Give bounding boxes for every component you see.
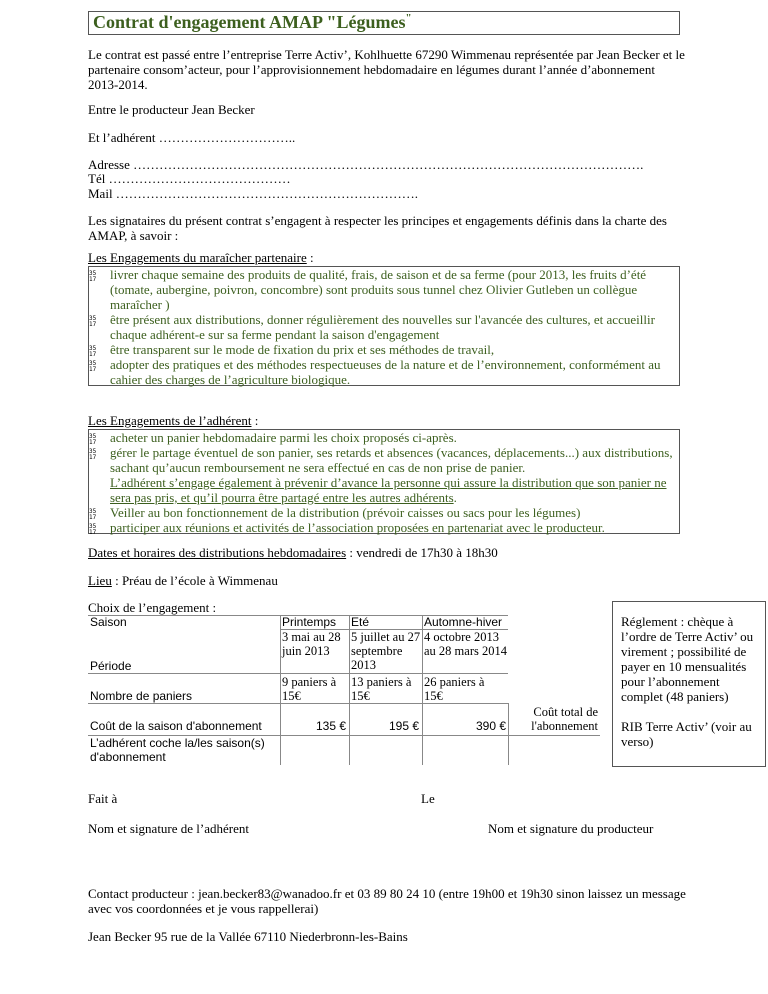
distribution-dates: Dates et horaires des distributions hebdomadaires : vendredi de 17h30 à 18h30 — [88, 545, 498, 560]
bullet-icon: 35 17 — [89, 360, 97, 373]
fait-a-label: Fait à — [88, 791, 118, 806]
list-item: gérer le partage éventuel de son panier, ses retards et absences (vacances, déplacements...) aux distributions, sachant qu’aucun remboursement ne sera effectué en cas de non prise de panier. — [110, 445, 673, 475]
period-summer: 5 juillet au 27 septembre 2013 — [351, 630, 421, 672]
page-title: Contrat d'engagement AMAP "Légumes" — [93, 12, 412, 32]
checkbox-summer[interactable] — [351, 737, 421, 764]
producer-signature-label: Nom et signature du producteur — [488, 821, 654, 836]
cost-autumn-winter: 390 € — [475, 719, 506, 733]
row-label-season: Saison — [90, 615, 127, 629]
table-caption: Choix de l’engagement : — [88, 600, 217, 615]
engagement-table — [88, 615, 600, 765]
bullet-icon: 35 17 — [89, 315, 97, 328]
mail-field: Mail ……………………………………………………………. — [88, 186, 419, 201]
list-item: être présent aux distributions, donner régulièrement des nouvelles sur l'avancée des cultures, et accueillir chaque adhérent-e sur sa ferme pendant la saison d'engagement — [110, 312, 655, 342]
bullet-icon: 35 17 — [89, 448, 97, 461]
checkbox-spring[interactable] — [282, 737, 348, 764]
producer-engagements-heading: Les Engagements du maraîcher partenaire : — [88, 250, 314, 265]
producer-engagements-box — [88, 266, 680, 386]
payment-box — [612, 601, 766, 767]
producer-address: Jean Becker 95 rue de la Vallée 67110 Niederbronn-les-Bains — [88, 929, 408, 944]
list-item: L’adhérent s’engage également à prévenir d’avance la personne qui assure la distribution que son panier ne sera pas pris, et qu’il pourra être partagé entre les autres adhérents. — [110, 475, 667, 505]
season-spring: Printemps — [282, 615, 337, 629]
producer-line: Entre le producteur Jean Becker — [88, 102, 255, 117]
cost-spring: 135 € — [315, 719, 346, 733]
member-engagements-heading: Les Engagements de l’adhérent : — [88, 413, 259, 428]
row-label-period: Période — [90, 659, 132, 673]
list-item: adopter des pratiques et des méthodes respectueuses de la nature et de l’environnement, conformément au cahier des charges de l’agriculture biologique. — [110, 357, 661, 387]
payment-text: Réglement : chèque à l’ordre de Terre Activ’ ou virement ; possibilité de payer en 10 mensualités pour l’abonnement complet (48 paniers) — [621, 614, 754, 704]
season-autumn-winter: Automne-hiver — [424, 615, 503, 629]
bullet-icon: 35 17 — [89, 523, 97, 536]
row-label-cost: Coût de la saison d'abonnement — [90, 719, 262, 733]
member-line: Et l’adhérent ………………………….. — [88, 130, 296, 145]
baskets-autumn-winter: 26 paniers à 15€ — [424, 675, 485, 703]
bullet-icon: 35 17 — [89, 433, 97, 446]
tel-field: Tél …………………………………… — [88, 171, 291, 186]
row-label-check: L’adhérent coche la/les saison(s) d'abonnement — [90, 736, 265, 764]
date-label: Le — [421, 791, 435, 806]
cost-summer: 195 € — [388, 719, 419, 733]
signatories-paragraph: Les signataires du présent contrat s’engagent à respecter les principes et engagements définis dans la charte des AMAP, à savoir : — [88, 213, 667, 243]
baskets-summer: 13 paniers à 15€ — [351, 675, 412, 703]
bullet-icon: 35 17 — [89, 270, 97, 283]
producer-contact: Contact producteur : jean.becker83@wanadoo.fr et 03 89 80 24 10 (entre 19h00 et 19h30 sinon laissez un message avec vos coordonnées et je vous rappellerai) — [88, 886, 686, 916]
period-autumn-winter: 4 octobre 2013 au 28 mars 2014 — [424, 630, 507, 658]
list-item: Veiller au bon fonctionnement de la distribution (prévoir caisses ou sacs pour les légumes) — [110, 505, 581, 520]
row-label-baskets: Nombre de paniers — [90, 689, 193, 703]
checkbox-autumn-winter[interactable] — [424, 737, 507, 764]
distribution-place: Lieu : Préau de l’école à Wimmenau — [88, 573, 278, 588]
baskets-spring: 9 paniers à 15€ — [282, 675, 337, 703]
rib-text: RIB Terre Activ’ (voir au verso) — [621, 719, 752, 749]
title-box — [88, 11, 680, 35]
bullet-icon: 35 17 — [89, 508, 97, 521]
season-summer: Eté — [351, 615, 370, 629]
member-signature-label: Nom et signature de l’adhérent — [88, 821, 249, 836]
list-item: livrer chaque semaine des produits de qualité, frais, de saison et de sa ferme (pour 2013, les fruits d’été (tomate, aubergine, poivron, concombre) sont produits sous tunnel chez Olivier Gutleben un collègue maraîcher ) — [110, 267, 647, 312]
period-spring: 3 mai au 28 juin 2013 — [282, 630, 341, 658]
list-item: acheter un panier hebdomadaire parmi les choix proposés ci-après. — [110, 430, 457, 445]
bullet-icon: 35 17 — [89, 345, 97, 358]
intro-paragraph: Le contrat est passé entre l’entreprise Terre Activ’, Kohlhuette 67290 Wimmenau représentée par Jean Becker et le partenaire consom’acteur, pour l’approvisionnement hebdomadaire en légumes durant l’année d’abonnement 2013-2014. — [88, 47, 685, 92]
member-engagements-box — [88, 429, 680, 534]
list-item: participer aux réunions et activités de l’association proposées en partenariat avec le producteur. — [110, 520, 605, 535]
address-field: Adresse ………………………………………………………………………………………………………. — [88, 157, 644, 172]
total-cost-label: Coût total de l'abonnement — [531, 705, 598, 733]
list-item: être transparent sur le mode de fixation du prix et ses méthodes de travail, — [110, 342, 495, 357]
